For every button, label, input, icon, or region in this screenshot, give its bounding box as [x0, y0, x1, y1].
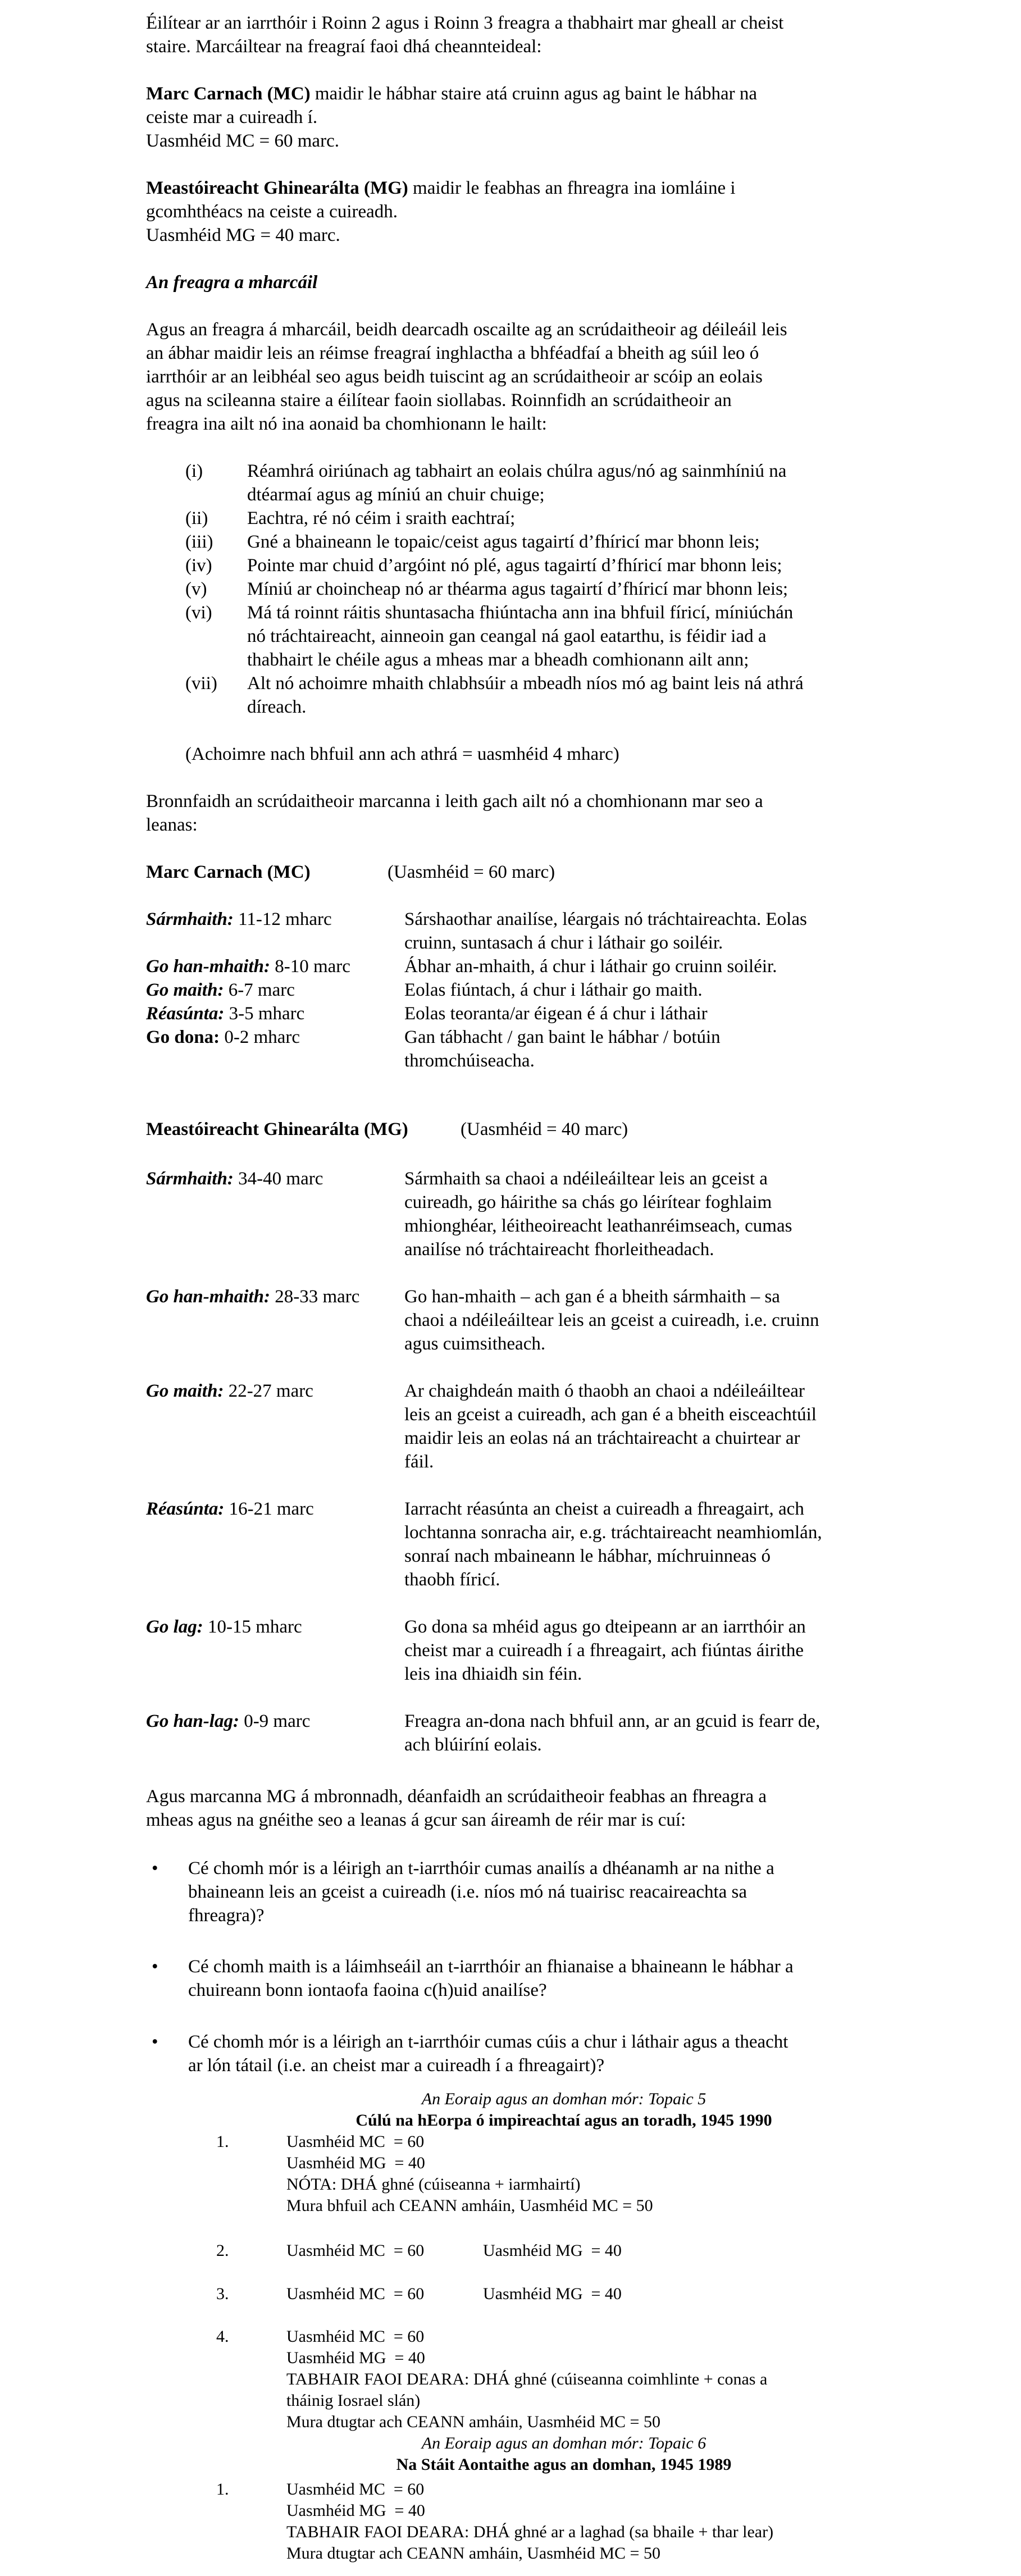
list-item [146, 672, 920, 719]
text-line: Ábhar an-mhaith, á chur i láthair go cruinn soiléir. [404, 956, 777, 977]
text-line: Uasmhéid MG = 40 marc. [146, 225, 340, 245]
text-line: lochtanna sonracha air, e.g. tráchtaireacht neamhiomlán, [404, 1522, 822, 1543]
row-description [404, 1709, 920, 1757]
text-line: freagra ina ailt nó ina aonaid ba chomhionann le hailt: [146, 414, 547, 434]
bullet-item [146, 2030, 920, 2077]
text-line: Alt nó achoimre mhaith chlabhsúir a mbeadh níos mó ag baint leis ná athrá [247, 673, 804, 694]
row-description [404, 1025, 920, 1073]
text-line: mhionghéar, léitheoireacht leathanréimseach, cumas [404, 1216, 792, 1236]
grade-label: Go maith: [146, 980, 224, 1000]
text-line: cruinn, suntasach á chur i láthair go soiléir. [404, 933, 723, 953]
text-line: thaobh fíricí. [404, 1570, 500, 1590]
text-line: NÓTA: DHÁ ghné (cúiseanna + iarmhairtí) [286, 2175, 581, 2194]
table-row [146, 1025, 920, 1073]
text-line: Go dona sa mhéid agus go dteipeann ar an iarrthóir an [404, 1617, 806, 1637]
grade-label: Sármhaith: [146, 1169, 234, 1189]
item-number: 2. [216, 2241, 229, 2260]
row-description [404, 978, 920, 1002]
text-line: tháinig Iosrael slán) [286, 2391, 421, 2410]
numbered-item [146, 2283, 920, 2305]
grade-label: Go maith: [146, 1381, 224, 1401]
item-text [286, 2240, 920, 2262]
text-line: Uasmhéid MC = 60 [286, 2327, 425, 2346]
list-item-text [247, 577, 920, 601]
list-marker: (iv) [185, 555, 212, 576]
text-line: agus na scileanna staire a éilítear faoin siollabas. Roinnfidh an scrúdaitheoir an [146, 390, 732, 411]
text-line: Go han-mhaith – ach gan é a bheith sármhaith – sa [404, 1287, 780, 1307]
text-line: nó tráchtaireacht, ainneoin gan ceangal ná gaol eatarthu, is féidir iad a [247, 626, 767, 646]
text-line: chaoi a ndéileáiltear leis an gceist a cuireadh, i.e. cruinn [404, 1310, 819, 1330]
mc-max: Uasmhéid MC = 60 [286, 2285, 425, 2303]
grade-label: Go han-mhaith: [146, 956, 270, 977]
row-description [404, 1167, 920, 1261]
text-line: maidir leis an eolas ná an tráchtaireacht a chuirtear ar [404, 1428, 800, 1448]
text-line [146, 176, 920, 200]
item-text [286, 2479, 920, 2564]
grade-label: Go han-lag: [146, 1711, 239, 1731]
text-line: Ar chaighdeán maith ó thaobh an chaoi a ndéileáiltear [404, 1381, 805, 1401]
list-marker: (vii) [185, 673, 217, 694]
text-line: Agus an freagra á mharcáil, beidh dearcadh oscailte ag an scrúdaitheoir ag déileáil leis [146, 320, 787, 340]
text-line: díreach. [247, 697, 307, 717]
text-line: Éilítear ar an iarrthóir i Roinn 2 agus i Roinn 3 freagra a thabhairt mar gheall ar cheist [146, 13, 784, 33]
row-description [404, 908, 920, 955]
text-line: chuireann bonn iontaofa faoina c(h)uid anailíse? [188, 1980, 547, 2000]
text-line: Míniú ar choincheap nó ar théarma agus tagairtí d’fhíricí mar bhonn leis; [247, 579, 788, 599]
row-label [146, 1025, 404, 1073]
text-line: TABHAIR FAOI DEARA: DHÁ ghné ar a laghad (sa bhaile + thar lear) [286, 2523, 774, 2541]
row-label [146, 978, 404, 1002]
text-line: Pointe mar chuid d’argóint nó plé, agus tagairtí d’fhíricí mar bhonn leis; [247, 555, 782, 576]
bullet-item [146, 1955, 920, 2002]
list-item-text [247, 672, 920, 719]
bullet-marker: • [152, 1957, 158, 1977]
text-line: Uasmhéid MG = 40 [286, 2154, 425, 2172]
text-line: bhaineann leis an gceist a cuireadh (i.e. níos mó ná tuairisc reacaireachta sa [188, 1882, 747, 1902]
bullet-item [146, 1857, 920, 1927]
answer-units-list [146, 459, 920, 719]
table-row [146, 1002, 920, 1025]
text-line: ar lón tátail (i.e. an cheist mar a cuireadh í a fhreagairt)? [188, 2055, 605, 2076]
bullet-text [188, 1955, 920, 2002]
topic5-heading-bold: Cúlú na hEorpa ó impireachtaí agus an toradh, 1945 1990 [355, 2111, 772, 2130]
text-line: Sárshaothar anailíse, léargais nó tráchtaireachta. Eolas [404, 909, 807, 929]
item-text [286, 2326, 920, 2433]
row-label [146, 1002, 404, 1025]
mg-table-title [146, 1118, 920, 1141]
text-line: Sármhaith sa chaoi a ndéileáiltear leis an gceist a [404, 1169, 768, 1189]
numbered-item [146, 2326, 920, 2433]
grade-marks: 0-9 marc [239, 1711, 311, 1731]
text-line: thromchúiseacha. [404, 1051, 535, 1071]
text-line: Má tá roinnt ráitis shuntasacha fhiúntacha ann ina bhfuil fíricí, míniúchán [247, 603, 794, 623]
numbered-item [146, 2131, 920, 2217]
text-run: maidir le feabhas an fhreagra ina iomláine i [408, 178, 736, 198]
list-item-text [247, 459, 920, 507]
mc-table-title [146, 860, 920, 884]
topic6-heading-italic: An Eoraip agus an domhan mór: Topaic 6 [421, 2434, 707, 2452]
text-line [146, 82, 920, 106]
bullet-marker: • [152, 1858, 158, 1879]
text-line: mheas agus na gnéithe seo a leanas á gcur san áireamh de réir mar is cuí: [146, 1810, 686, 1830]
summary-note: (Achoimre nach bhfuil ann ach athrá = uasmhéid 4 mharc) [185, 744, 619, 764]
row-description [404, 955, 920, 978]
mc-title-bold: Marc Carnach (MC) [146, 862, 311, 882]
list-item [146, 577, 920, 601]
mg-max: Uasmhéid MG = 40 [483, 2285, 622, 2303]
mc-title-note: (Uasmhéid = 60 marc) [388, 862, 555, 882]
grade-marks: 6-7 marc [224, 980, 295, 1000]
text-line: Eachtra, ré nó céim i sraith eachtraí; [247, 508, 516, 528]
row-label [146, 1379, 404, 1474]
table-row [146, 1497, 920, 1592]
text-line: TABHAIR FAOI DEARA: DHÁ ghné (cúiseanna coimhlinte + conas a [286, 2370, 768, 2388]
topic6-section [146, 2433, 920, 2564]
list-marker: (vi) [185, 603, 212, 623]
mc-definition-paragraph [146, 82, 920, 153]
text-line: Agus marcanna MG á mbronnadh, déanfaidh an scrúdaitheoir feabhas an fhreagra a [146, 1786, 767, 1807]
marking-section-heading: An freagra a mharcáil [146, 272, 318, 293]
text-line [286, 2283, 920, 2305]
table-row [146, 1709, 920, 1757]
list-item-text [247, 530, 920, 554]
grade-label: Go han-mhaith: [146, 1287, 270, 1307]
numbered-item [146, 2479, 920, 2564]
award-paragraph [146, 790, 920, 837]
text-line: an ábhar maidir leis an réimse freagraí inghlactha a bhféadfaí a bheith ag súil leo ó [146, 343, 759, 363]
topic5-section [146, 2089, 920, 2433]
text-line: Eolas teoranta/ar éigean é á chur i láthair [404, 1004, 708, 1024]
text-line: Iarracht réasúnta an cheist a cuireadh a fhreagairt, ach [404, 1499, 804, 1519]
list-item-text [247, 554, 920, 577]
text-line: Mura dtugtar ach CEANN amháin, Uasmhéid MC = 50 [286, 2413, 660, 2431]
text-line: gcomhthéacs na ceiste a cuireadh. [146, 202, 398, 222]
text-line [286, 2240, 920, 2262]
table-row [146, 955, 920, 978]
table-row [146, 1615, 920, 1686]
text-line: Mura dtugtar ach CEANN amháin, Uasmhéid MC = 50 [286, 2544, 660, 2563]
row-label [146, 1497, 404, 1592]
text-line: Uasmhéid MG = 40 [286, 2501, 425, 2520]
row-description [404, 1002, 920, 1025]
text-line: Cé chomh mór is a léirigh an t-iarrthóir cumas anailís a dhéanamh ar na nithe a [188, 1858, 774, 1879]
table-row [146, 1379, 920, 1474]
bullet-text [188, 2030, 920, 2077]
text-line: leis an gceist a cuireadh, ach gan é a bheith eisceachtúil [404, 1405, 817, 1425]
text-line: agus cuimsitheach. [404, 1334, 546, 1354]
item-number: 3. [216, 2285, 229, 2303]
text-line: Gné a bhaineann le topaic/ceist agus tagairtí d’fhíricí mar bhonn leis; [247, 532, 760, 552]
item-number: 1. [216, 2132, 229, 2151]
mg-title-bold: Meastóireacht Ghinearálta (MG) [146, 1119, 408, 1139]
row-label [146, 1167, 404, 1261]
topic5-heading-italic: An Eoraip agus an domhan mór: Topaic 5 [421, 2090, 707, 2108]
text-line: leis ina dhiaidh sin féin. [404, 1664, 582, 1684]
table-row [146, 1167, 920, 1261]
text-line: fhreagra)? [188, 1905, 265, 1926]
grade-marks: 16-21 marc [224, 1499, 314, 1519]
text-line: ach blúiríní eolais. [404, 1735, 542, 1755]
mc-max: Uasmhéid MC = 60 [286, 2241, 425, 2260]
list-item [146, 530, 920, 554]
row-description [404, 1379, 920, 1474]
grade-marks: 3-5 mharc [224, 1004, 305, 1024]
text-line: cheist mar a cuireadh í a fhreagairt, ach fiúntas áirithe [404, 1640, 804, 1661]
list-item-text [247, 601, 920, 672]
text-line: Eolas fiúntach, á chur i láthair go maith. [404, 980, 703, 1000]
list-marker: (iii) [185, 532, 213, 552]
list-marker: (ii) [185, 508, 208, 528]
grade-marks: 11-12 mharc [233, 909, 332, 929]
text-line: ceiste mar a cuireadh í. [146, 107, 318, 127]
marking-paragraph [146, 318, 920, 436]
mg-title-note: (Uasmhéid = 40 marc) [461, 1119, 628, 1139]
text-line: Cé chomh mór is a léirigh an t-iarrthóir cumas cúis a chur i láthair agus a theacht [188, 2032, 788, 2052]
text-line: Réamhrá oiriúnach ag tabhairt an eolais chúlra agus/nó ag sainmhíniú na [247, 461, 787, 481]
row-description [404, 1497, 920, 1592]
intro-paragraph [146, 11, 920, 58]
text-line: dtéarmaí agus ag míniú an chuir chuige; [247, 485, 545, 505]
text-line: cuireadh, go háirithe sa chás go léirítear foghlaim [404, 1192, 772, 1212]
text-line: thabhairt le chéile agus a mheas mar a bheadh comhionann ailt ann; [247, 650, 749, 670]
assessment-paragraph [146, 1785, 920, 1832]
row-label [146, 955, 404, 978]
text-line: Uasmhéid MG = 40 [286, 2349, 425, 2367]
text-line: Mura bhfuil ach CEANN amháin, Uasmhéid MC = 50 [286, 2196, 653, 2215]
list-item [146, 601, 920, 672]
grade-marks: 34-40 marc [233, 1169, 323, 1189]
text-line: Gan tábhacht / gan baint le hábhar / botúin [404, 1027, 721, 1047]
text-line: Cé chomh maith is a láimhseáil an t-iarrthóir an fhianaise a bhaineann le hábhar a [188, 1957, 794, 1977]
mg-rating-table [146, 1167, 920, 1757]
table-row [146, 1285, 920, 1356]
mg-definition-paragraph [146, 176, 920, 247]
text-line: staire. Marcáiltear na freagraí faoi dhá cheannteideal: [146, 37, 542, 57]
list-item [146, 459, 920, 507]
grade-marks: 28-33 marc [270, 1287, 360, 1307]
grade-label: Réasúnta: [146, 1004, 225, 1024]
item-number: 4. [216, 2327, 229, 2346]
grade-label: Go lag: [146, 1617, 203, 1637]
item-number: 1. [216, 2480, 229, 2499]
numbered-item [146, 2240, 920, 2262]
text-line: Uasmhéid MC = 60 [286, 2132, 425, 2151]
mg-max: Uasmhéid MG = 40 [483, 2241, 622, 2260]
text-line: sonraí nach mbaineann le hábhar, míchruinneas ó [404, 1546, 771, 1566]
row-description [404, 1285, 920, 1356]
row-description [404, 1615, 920, 1686]
text-line: fáil. [404, 1452, 434, 1472]
table-row [146, 978, 920, 1002]
item-text [286, 2283, 920, 2305]
list-item [146, 554, 920, 577]
mc-rating-table [146, 908, 920, 1073]
mc-term-bold: Marc Carnach (MC) [146, 84, 311, 104]
grade-label: Réasúnta: [146, 1499, 225, 1519]
bullet-text [188, 1857, 920, 1927]
text-line: Bronnfaidh an scrúdaitheoir marcanna i leith gach ailt nó a chomhionann mar seo a [146, 791, 763, 811]
list-item-text [247, 507, 920, 530]
mg-term-bold: Meastóireacht Ghinearálta (MG) [146, 178, 408, 198]
table-row [146, 908, 920, 955]
grade-marks: 0-2 mharc [220, 1027, 300, 1047]
text-line: iarrthóir ar an leibhéal seo agus beidh tuiscint ag an scrúdaitheoir ar scóip an eolais [146, 367, 763, 387]
grade-label: Go dona: [146, 1027, 220, 1047]
row-label [146, 1709, 404, 1757]
list-marker: (v) [185, 579, 207, 599]
text-line: Uasmhéid MC = 60 [286, 2480, 425, 2499]
grade-label: Sármhaith: [146, 909, 234, 929]
text-run: maidir le hábhar staire atá cruinn agus ag baint le hábhar na [310, 84, 757, 104]
text-line: anailíse nó tráchtaireacht fhorleitheadach. [404, 1239, 714, 1260]
row-label [146, 1285, 404, 1356]
grade-marks: 8-10 marc [270, 956, 350, 977]
row-label [146, 1615, 404, 1686]
topic6-heading-bold: Na Stáit Aontaithe agus an domhan, 1945 1989 [396, 2455, 732, 2474]
text-line: leanas: [146, 815, 198, 835]
text-line: Freagra an-dona nach bhfuil ann, ar an gcuid is fearr de, [404, 1711, 821, 1731]
item-text [286, 2131, 920, 2217]
grade-marks: 22-27 marc [224, 1381, 313, 1401]
list-item [146, 507, 920, 530]
text-line: Uasmhéid MC = 60 marc. [146, 131, 339, 151]
list-marker: (i) [185, 461, 203, 481]
grade-marks: 10-15 mharc [203, 1617, 302, 1637]
row-label [146, 908, 404, 955]
bullet-marker: • [152, 2032, 158, 2052]
